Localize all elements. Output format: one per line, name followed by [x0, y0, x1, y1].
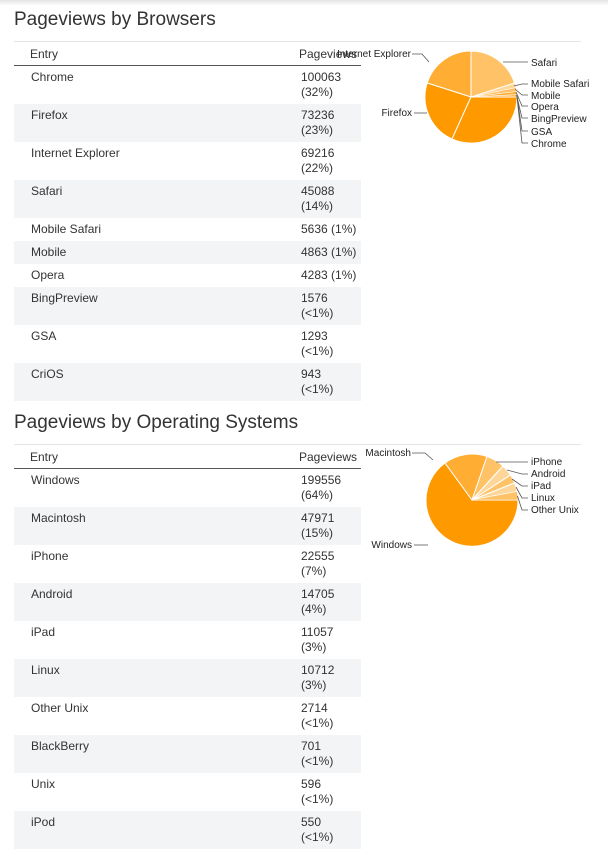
entry-cell: Mobile — [14, 241, 283, 264]
entry-cell: Linux — [14, 659, 283, 697]
pageviews-value: 199556 — [301, 473, 342, 487]
pageviews-cell — [283, 507, 361, 545]
pageviews-value: 701 — [301, 739, 322, 753]
pie-label-other-unix: Other Unix — [531, 505, 579, 516]
pageviews-percent: (3%) — [301, 640, 327, 654]
pie-label-macintosh: Macintosh — [365, 448, 411, 459]
table-row — [14, 66, 361, 105]
pageviews-percent: (23%) — [301, 123, 334, 137]
pageviews-value: 943 — [301, 367, 322, 381]
pie-label-android: Android — [531, 469, 566, 480]
pageviews-value: 69216 — [301, 146, 335, 160]
pageviews-value: 10712 — [301, 663, 335, 677]
pageviews-value: 1293 — [301, 329, 328, 343]
pageviews-value: 22555 — [301, 549, 335, 563]
table-row — [14, 697, 361, 735]
pageviews-cell — [283, 218, 361, 241]
pie-label-bingpreview: BingPreview — [531, 114, 587, 125]
entry-cell: iPhone — [14, 545, 283, 583]
pageviews-cell — [283, 264, 361, 287]
pageviews-percent: (<1%) — [301, 344, 334, 358]
pageviews-percent: (1%) — [331, 245, 357, 259]
pie-label-opera: Opera — [531, 102, 559, 113]
pageviews-percent: (15%) — [301, 526, 334, 540]
entry-cell: iPad — [14, 621, 283, 659]
pageviews-value: 14705 — [301, 587, 335, 601]
column-header-pageviews[interactable]: Pageviews — [283, 445, 361, 469]
pageviews-percent: (14%) — [301, 199, 334, 213]
pageviews-value: 73236 — [301, 108, 335, 122]
pageviews-value: 2714 — [301, 701, 328, 715]
pageviews-cell — [283, 773, 361, 811]
entry-cell: Macintosh — [14, 507, 283, 545]
pageviews-cell — [283, 241, 361, 264]
table-row — [14, 621, 361, 659]
pageviews-percent: (3%) — [301, 678, 327, 692]
entry-cell: GSA — [14, 325, 283, 363]
pie-label-mobile-safari: Mobile Safari — [531, 79, 590, 90]
browsers-table — [14, 42, 361, 401]
table-row — [14, 142, 361, 180]
entry-cell: iPod — [14, 811, 283, 849]
pie-label-gsa: GSA — [531, 127, 553, 138]
pie-label-windows: Windows — [371, 540, 412, 551]
pageviews-percent: (1%) — [331, 268, 357, 282]
pie-label-safari: Safari — [531, 58, 558, 69]
pie-slices — [425, 51, 517, 143]
entry-cell: BlackBerry — [14, 735, 283, 773]
table-row — [14, 180, 361, 218]
entry-cell: CriOS — [14, 363, 283, 401]
pie-label-linux: Linux — [531, 493, 555, 504]
table-row — [14, 469, 361, 508]
table-row — [14, 363, 361, 401]
pageviews-cell — [283, 104, 361, 142]
pageviews-value: 596 — [301, 777, 322, 791]
pageviews-cell — [283, 287, 361, 325]
entry-cell: Android — [14, 583, 283, 621]
pageviews-percent: (64%) — [301, 488, 334, 502]
pie-slices — [426, 454, 518, 546]
table-row — [14, 583, 361, 621]
pageviews-cell — [283, 66, 361, 105]
table-row — [14, 545, 361, 583]
pageviews-percent: (<1%) — [301, 754, 334, 768]
pageviews-cell — [283, 697, 361, 735]
column-header-pageviews[interactable]: Pageviews — [283, 42, 361, 66]
browsers-pie-chart — [337, 42, 591, 157]
pageviews-cell — [283, 325, 361, 363]
pie-label-firefox: Firefox — [381, 108, 412, 119]
pageviews-cell — [283, 469, 361, 508]
pie-label-internet-explorer: Internet Explorer — [337, 49, 411, 60]
table-row — [14, 735, 361, 773]
pageviews-value: 11057 — [301, 625, 334, 639]
entry-cell: Windows — [14, 469, 283, 508]
table-row — [14, 659, 361, 697]
table-row — [14, 507, 361, 545]
pageviews-percent: (<1%) — [301, 382, 334, 396]
pageviews-value: 45088 — [301, 184, 335, 198]
top-shadow — [0, 0, 608, 6]
pageviews-cell — [283, 621, 361, 659]
table-row — [14, 811, 361, 849]
entry-cell: Safari — [14, 180, 283, 218]
pageviews-cell — [283, 363, 361, 401]
pageviews-value: 5636 — [301, 222, 328, 236]
entry-cell: Mobile Safari — [14, 218, 283, 241]
pageviews-percent: (32%) — [301, 85, 334, 99]
pie-label-ipad: iPad — [531, 481, 552, 492]
pageviews-percent: (22%) — [301, 161, 334, 175]
pageviews-cell — [283, 735, 361, 773]
pageviews-value: 4863 — [301, 245, 328, 259]
os-section-title: Pageviews by Operating Systems — [14, 412, 299, 433]
entry-cell: Other Unix — [14, 697, 283, 735]
table-row — [14, 241, 361, 264]
pageviews-percent: (<1%) — [301, 716, 334, 730]
pageviews-percent: (7%) — [301, 564, 327, 578]
entry-cell: Opera — [14, 264, 283, 287]
pageviews-value: 4283 — [301, 268, 328, 282]
pageviews-value: 550 — [301, 815, 322, 829]
entry-cell: BingPreview — [14, 287, 283, 325]
browsers-section-title: Pageviews by Browsers — [14, 9, 216, 30]
os-pie-chart — [361, 445, 591, 560]
pie-label-mobile: Mobile — [531, 91, 561, 102]
pageviews-value: 100063 — [301, 70, 342, 84]
entry-cell: Internet Explorer — [14, 142, 283, 180]
table-row — [14, 773, 361, 811]
pageviews-cell — [283, 659, 361, 697]
pageviews-percent: (<1%) — [301, 792, 334, 806]
entry-cell: Firefox — [14, 104, 283, 142]
table-row — [14, 264, 361, 287]
column-header-entry[interactable]: Entry — [14, 445, 283, 469]
pie-label-iphone: iPhone — [531, 457, 563, 468]
entry-cell: Unix — [14, 773, 283, 811]
pageviews-percent: (4%) — [301, 602, 327, 616]
table-row — [14, 287, 361, 325]
os-table — [14, 445, 361, 849]
pageviews-cell — [283, 142, 361, 180]
pageviews-cell — [283, 583, 361, 621]
entry-cell: Chrome — [14, 66, 283, 105]
pageviews-percent: (<1%) — [301, 306, 334, 320]
pageviews-value: 47971 — [301, 511, 335, 525]
column-header-entry[interactable]: Entry — [14, 42, 283, 66]
table-row — [14, 104, 361, 142]
pageviews-cell — [283, 545, 361, 583]
table-row — [14, 325, 361, 363]
table-row — [14, 218, 361, 241]
pageviews-cell — [283, 811, 361, 849]
pie-label-chrome: Chrome — [531, 139, 567, 150]
pageviews-percent: (1%) — [331, 222, 357, 236]
pageviews-cell — [283, 180, 361, 218]
pageviews-value: 1576 — [301, 291, 328, 305]
pageviews-percent: (<1%) — [301, 830, 334, 844]
